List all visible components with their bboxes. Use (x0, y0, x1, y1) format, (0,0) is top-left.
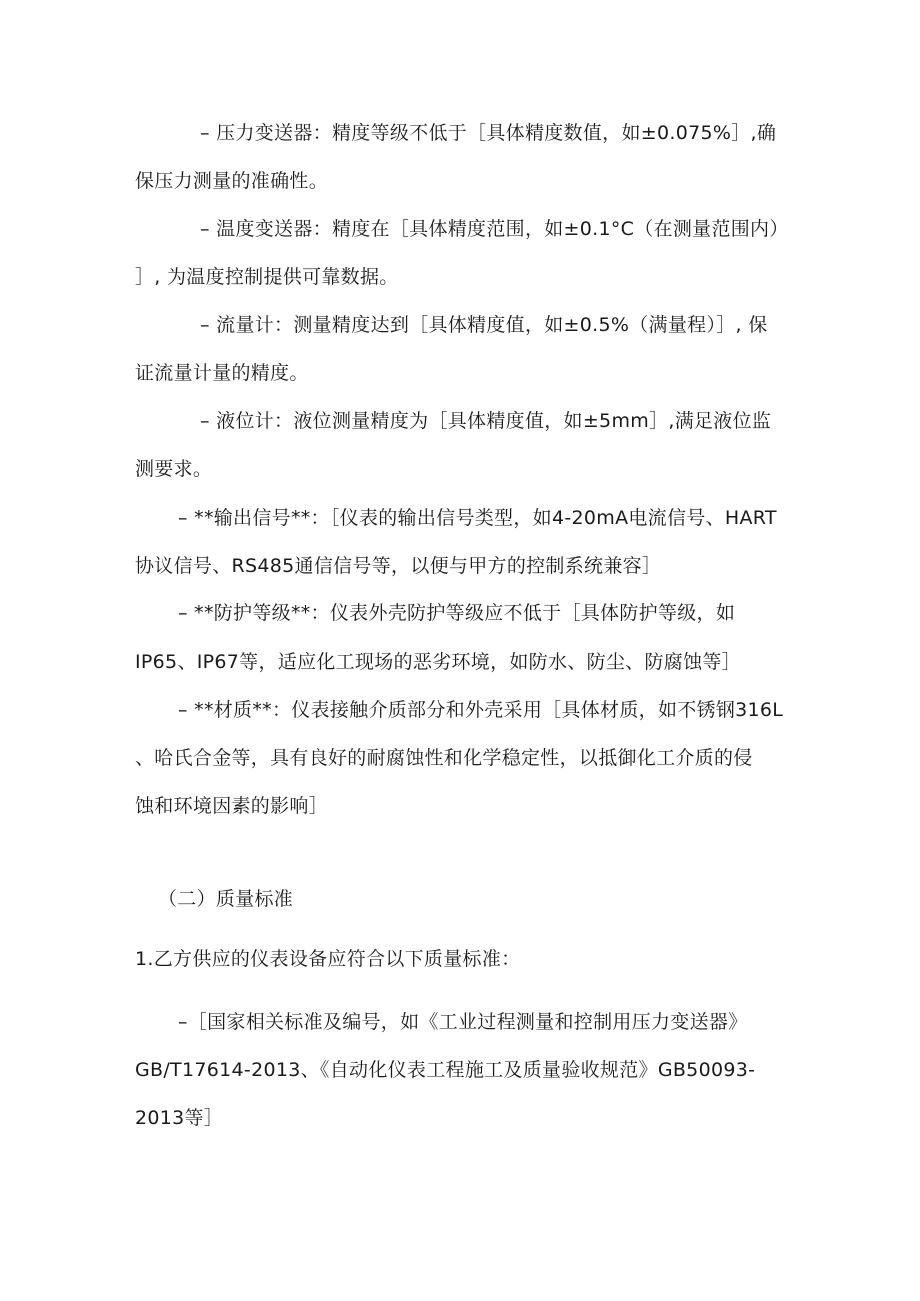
paragraph-output-signal-line-1: – **输出信号**：［仪表的输出信号类型，如4-20mA电流信号、HART (178, 507, 777, 529)
paragraph-quality-standards-line-1: –［国家相关标准及编号，如《工业过程测量和控制用压力变送器》 (178, 1011, 748, 1033)
paragraph-output-signal-line-2: 协议信号、RS485通信信号等，以便与甲方的控制系统兼容］ (135, 555, 662, 577)
paragraph-protection-level-line-2: IP65、IP67等，适应化工现场的恶劣环境，如防水、防尘、防腐蚀等］ (135, 651, 741, 673)
paragraph-level-gauge-line-1: – 液位计：液位测量精度为［具体精度值，如±5mm］,满足液位监 (200, 410, 772, 432)
paragraph-material-line-1: – **材质**：仪表接触介质部分和外壳采用［具体材质，如不锈钢316L (178, 699, 784, 721)
paragraph-pressure-transmitter-line-1: – 压力变送器：精度等级不低于［具体精度数值，如±0.075%］,确 (200, 122, 777, 144)
paragraph-protection-level-line-1: – **防护等级**：仪表外壳防护等级应不低于［具体防护等级，如 (178, 602, 736, 624)
paragraph-flowmeter-line-2: 证流量计量的精度。 (135, 362, 309, 384)
paragraph-level-gauge-line-2: 测要求。 (135, 458, 213, 480)
paragraph-material-line-3: 蚀和环境因素的影响］ (135, 795, 329, 817)
paragraph-temperature-transmitter-line-2: ］, 为温度控制提供可靠数据。 (135, 266, 399, 288)
paragraph-pressure-transmitter-line-2: 保压力测量的准确性。 (135, 170, 329, 192)
paragraph-flowmeter-line-1: – 流量计：测量精度达到［具体精度值，如±0.5%（满量程）］, 保 (200, 314, 768, 336)
paragraph-quality-intro: 1.乙方供应的仪表设备应符合以下质量标准： (135, 948, 521, 970)
paragraph-quality-standards-line-2: GB/T17614-2013、《自动化仪表工程施工及质量验收规范》GB50093- (135, 1059, 756, 1081)
paragraph-quality-standards-line-3: 2013等］ (135, 1107, 224, 1129)
paragraph-temperature-transmitter-line-1: – 温度变送器：精度在［具体精度范围，如±0.1°C（在测量范围内） (200, 218, 789, 240)
paragraph-material-line-2: 、哈氏合金等，具有良好的耐腐蚀性和化学稳定性，以抵御化工介质的侵 (135, 747, 753, 769)
section-heading-quality-standards: （二）质量标准 (158, 888, 294, 910)
